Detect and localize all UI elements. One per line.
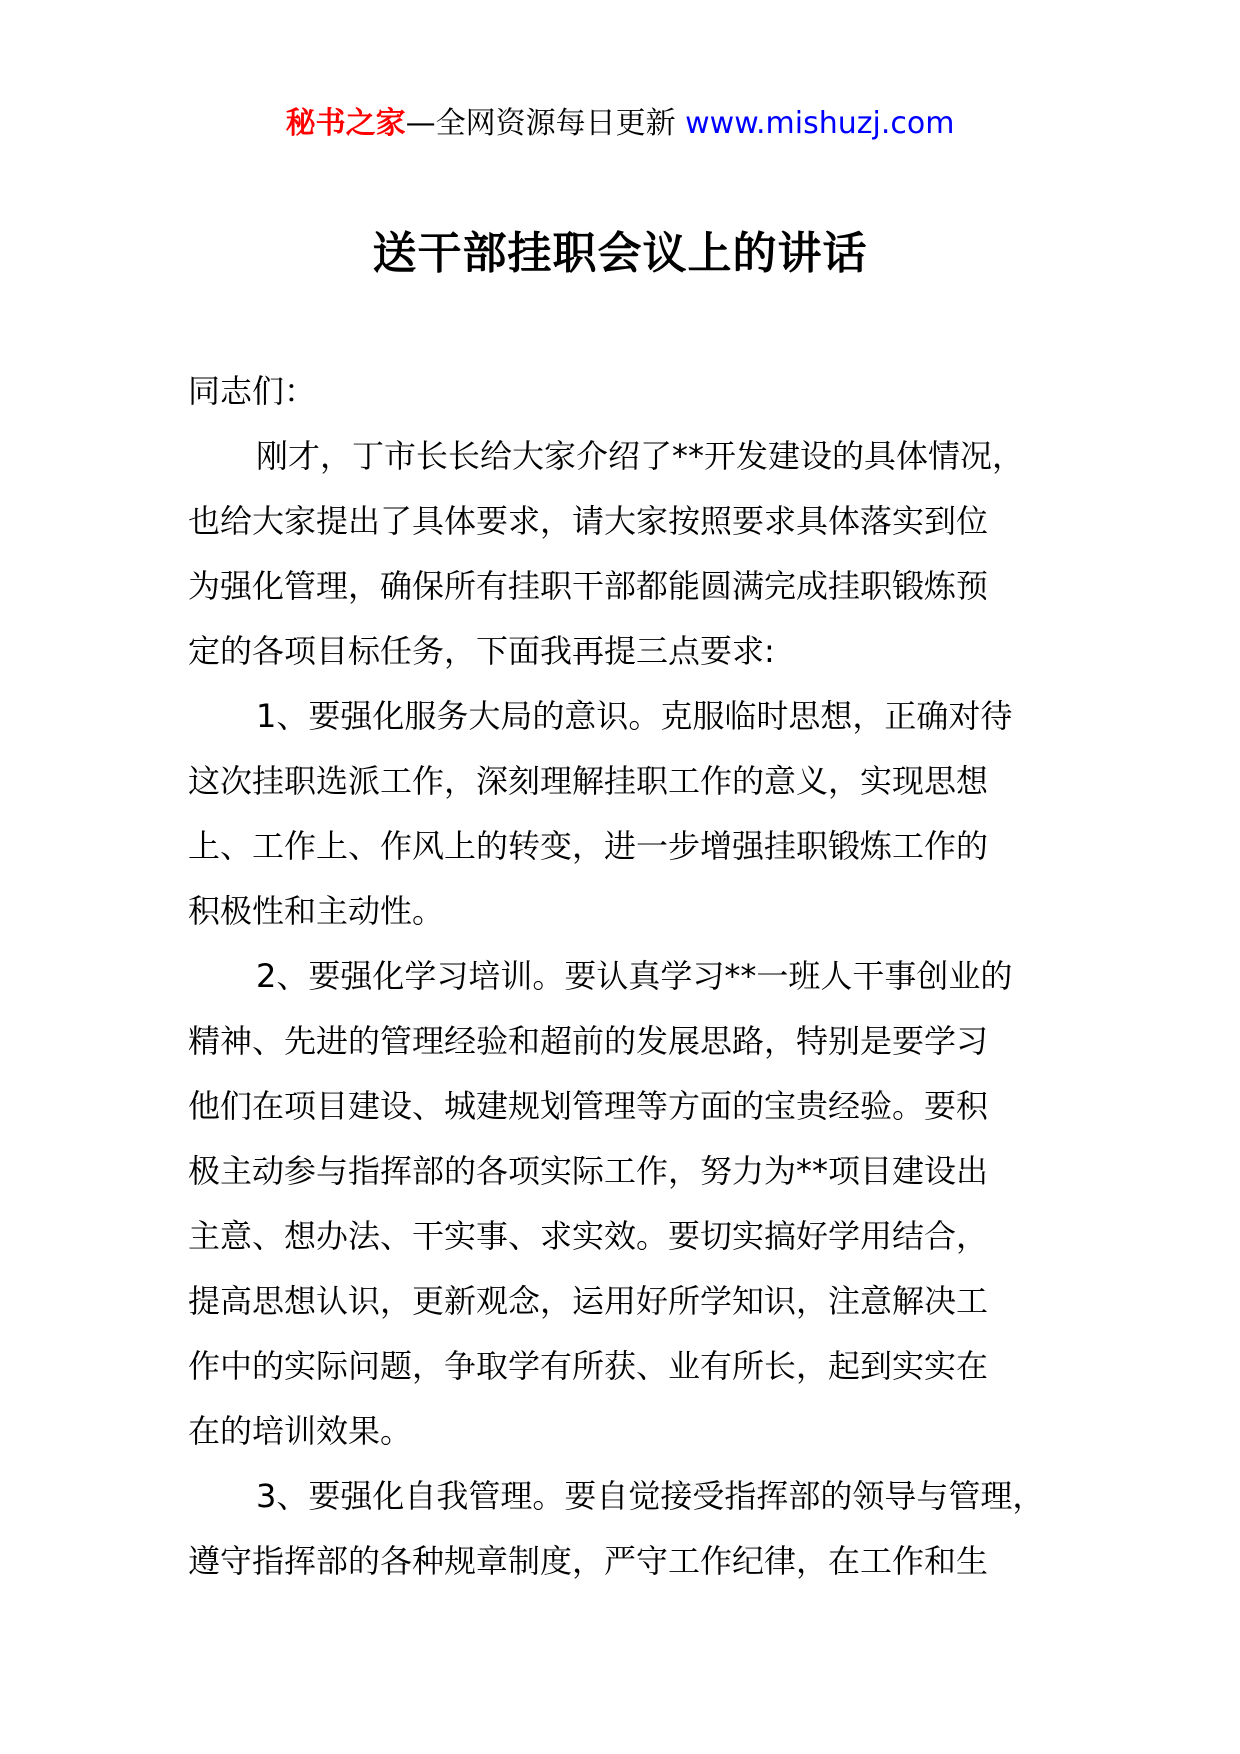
- body-line: 极主动参与指挥部的各项实际工作，努力为**项目建设出: [188, 1152, 989, 1190]
- body-line: 也给大家提出了具体要求，请大家按照要求具体落实到位: [188, 502, 989, 540]
- body-line: 同志们：: [188, 372, 317, 410]
- header-tagline: —全网资源每日更新: [405, 106, 686, 141]
- body-line: 定的各项目标任务，下面我再提三点要求:: [188, 632, 775, 670]
- body-line: 作中的实际问题，争取学有所获、业有所长，起到实实在: [188, 1347, 989, 1385]
- body-line: 在的培训效果。: [188, 1412, 413, 1450]
- body-line: 刚才，丁市长长给大家介绍了**开发建设的具体情况，: [256, 437, 1025, 475]
- body-line: 1、要强化服务大局的意识。克服临时思想，正确对待: [256, 697, 1013, 735]
- body-line: 精神、先进的管理经验和超前的发展思路，特别是要学习: [188, 1022, 989, 1060]
- document-title: 送干部挂职会议上的讲话: [372, 228, 868, 279]
- header-brand: 秘书之家: [285, 106, 406, 141]
- body-line: 这次挂职选派工作，深刻理解挂职工作的意义，实现思想: [188, 762, 989, 800]
- body-line: 3、要强化自我管理。要自觉接受指挥部的领导与管理，: [256, 1477, 1045, 1515]
- body-line: 他们在项目建设、城建规划管理等方面的宝贵经验。要积: [188, 1087, 989, 1125]
- document-body: [188, 359, 1068, 1594]
- site-header: [0, 100, 1240, 148]
- body-line: 积极性和主动性。: [188, 892, 445, 930]
- body-line: 上、工作上、作风上的转变，进一步增强挂职锻炼工作的: [188, 827, 989, 865]
- body-line: 为强化管理，确保所有挂职干部都能圆满完成挂职锻炼预: [188, 567, 989, 605]
- body-line: 2、要强化学习培训。要认真学习**一班人干事创业的: [256, 957, 1013, 995]
- body-line: 提高思想认识，更新观念，运用好所学知识，注意解决工: [188, 1282, 989, 1320]
- body-line: 遵守指挥部的各种规章制度，严守工作纪律，在工作和生: [188, 1542, 989, 1580]
- header-url[interactable]: www.mishuzj.com: [685, 106, 955, 141]
- body-line: 主意、想办法、干实事、求实效。要切实搞好学用结合，: [188, 1217, 989, 1255]
